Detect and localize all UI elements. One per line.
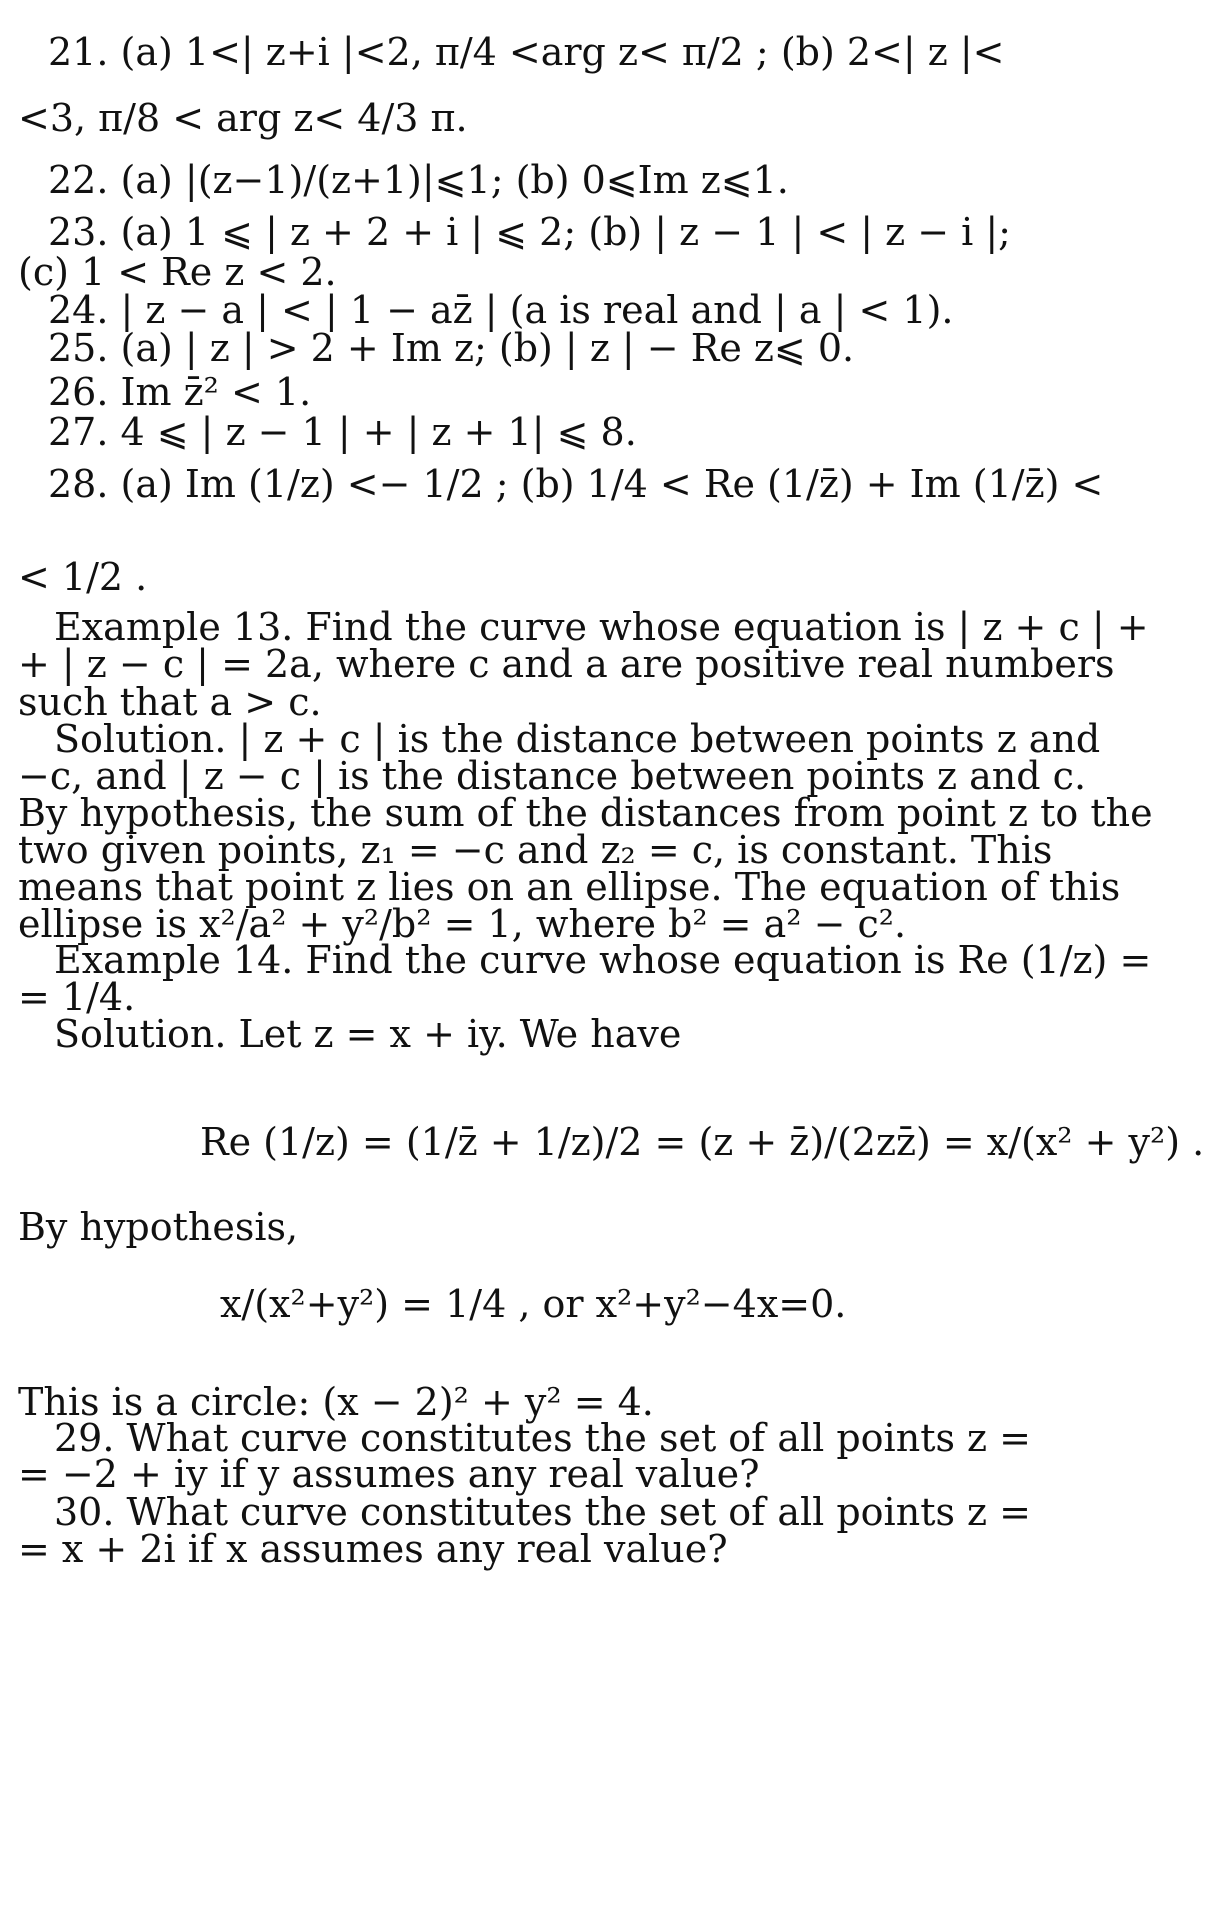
problem-29-line-1: 29. What curve constitutes the set of all points z =	[54, 1416, 1031, 1460]
solution-13-line-5: means that point z lies on an ellipse. The equation of this	[18, 865, 1121, 909]
problem-29-line-2: = −2 + iy if y assumes any real value?	[18, 1452, 760, 1496]
problem-27: 27. 4 ⩽ | z − 1 | + | z + 1| ⩽ 8.	[48, 410, 637, 454]
solution-13-line-3: By hypothesis, the sum of the distances from point z to the	[18, 791, 1153, 835]
problem-23-line-2: (c) 1 < Re z < 2.	[18, 250, 337, 294]
solution-13-line-6: ellipse is x²/a² + y²/b² = 1, where b² = a² − c².	[18, 902, 907, 946]
problem-21-line-1: 21. (a) 1<| z+i |<2, π/4 <arg z< π/2 ; (b) 2<| z |<	[48, 30, 1005, 74]
problem-30-line-1: 30. What curve constitutes the set of all points z =	[54, 1490, 1031, 1534]
problem-23-line-1: 23. (a) 1 ⩽ | z + 2 + i | ⩽ 2; (b) | z − 1 | < | z − i |;	[48, 210, 1011, 254]
problem-21-line-2: <3, π/8 < arg z< 4/3 π.	[18, 96, 468, 140]
display-equation-re-1-over-z: Re (1/z) = (1/z̄ + 1/z)/2 = (z + z̄)/(2zz̄) = x/(x² + y²) .	[200, 1120, 1205, 1164]
problem-30-line-2: = x + 2i if x assumes any real value?	[18, 1527, 728, 1571]
solution-13-line-2: −c, and | z − c | is the distance between points z and c.	[18, 754, 1087, 798]
problem-22: 22. (a) |(z−1)/(z+1)|⩽1; (b) 0⩽Im z⩽1.	[48, 158, 789, 202]
problem-28-line-2: < 1/2 .	[18, 555, 148, 599]
problem-25: 25. (a) | z | > 2 + Im z; (b) | z | − Re z⩽ 0.	[48, 326, 855, 370]
example-13-line-2: + | z − c | = 2a, where c and a are positive real numbers	[18, 642, 1115, 686]
solution-13-line-1: Solution. | z + c | is the distance between points z and	[54, 717, 1101, 761]
display-equation-hypothesis: x/(x²+y²) = 1/4 , or x²+y²−4x=0.	[220, 1282, 847, 1326]
problem-24: 24. | z − a | < | 1 − az̄ | (a is real and | a | < 1).	[48, 288, 954, 332]
by-hypothesis-line: By hypothesis,	[18, 1205, 299, 1249]
problem-28-line-1: 28. (a) Im (1/z) <− 1/2 ; (b) 1/4 < Re (1/z̄) + Im (1/z̄) <	[48, 462, 1104, 506]
example-14-line-1: Example 14. Find the curve whose equation is Re (1/z) =	[54, 938, 1152, 982]
example-13-line-1: Example 13. Find the curve whose equation is | z + c | +	[54, 605, 1149, 649]
example-14-line-2: = 1/4.	[18, 975, 136, 1019]
problem-26: 26. Im z̄² < 1.	[48, 370, 312, 414]
solution-13-line-4: two given points, z₁ = −c and z₂ = c, is constant. This	[18, 828, 1053, 872]
solution-14-line-1: Solution. Let z = x + iy. We have	[54, 1012, 682, 1056]
circle-conclusion: This is a circle: (x − 2)² + y² = 4.	[18, 1380, 654, 1424]
example-13-line-3: such that a > c.	[18, 680, 322, 724]
